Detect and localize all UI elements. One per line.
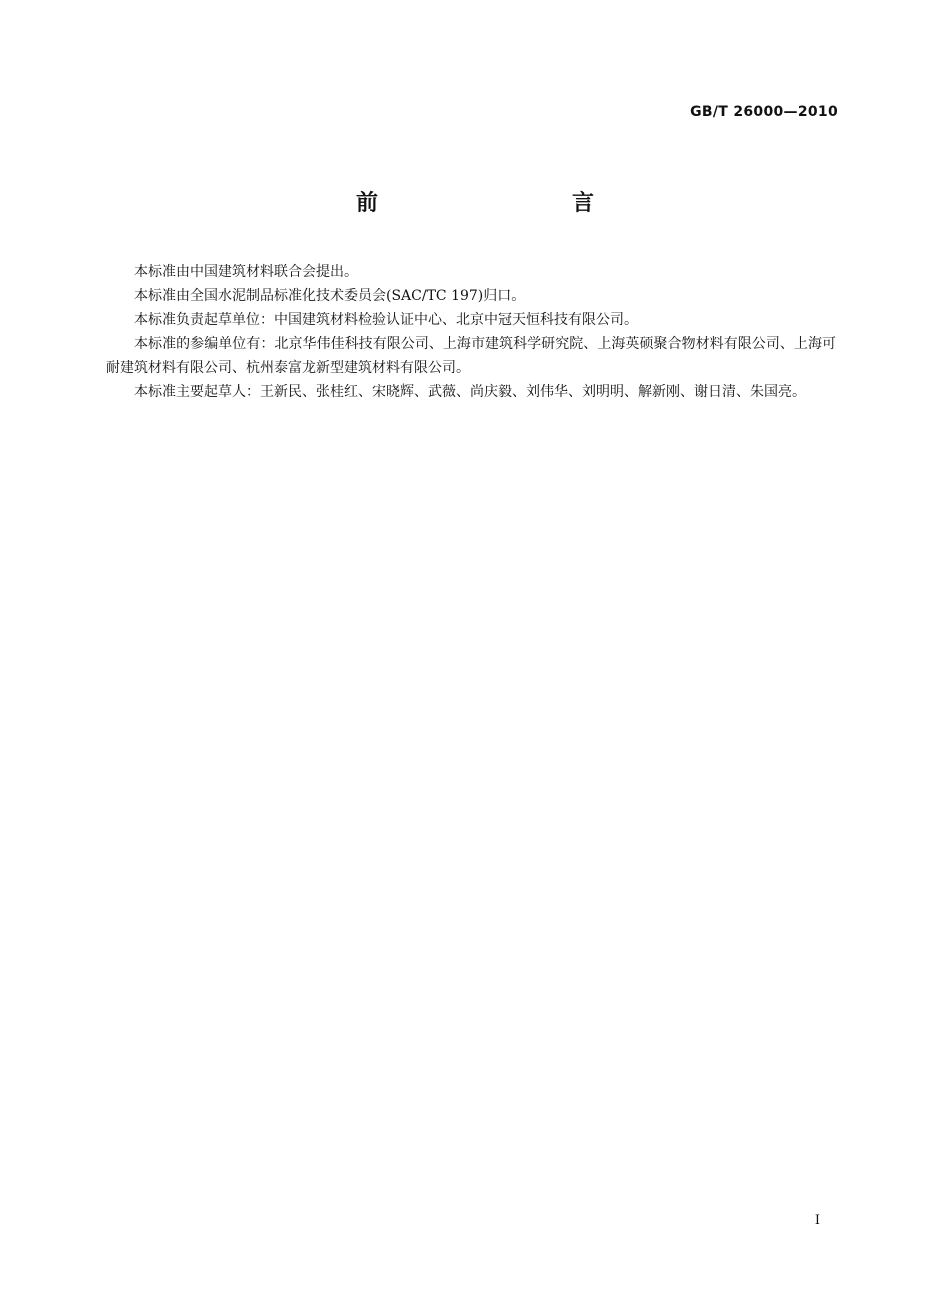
paragraph-drafting-unit: 本标准负责起草单位：中国建筑材料检验认证中心、北京中冠天恒科技有限公司。: [134, 312, 638, 328]
paragraph-drafters: 本标准主要起草人：王新民、张桂红、宋晓辉、武薇、尚庆毅、刘伟华、刘明明、解新刚、谢日清、朱国亮。: [134, 384, 806, 400]
page-number: I: [814, 1213, 820, 1228]
standard-code: GB/T 26000—2010: [690, 104, 838, 120]
paragraph-participating-units: 本标准的参编单位有：北京华伟佳科技有限公司、上海市建筑科学研究院、上海英硕聚合物材料有限公司、上海可耐建筑材料有限公司、杭州泰富龙新型建筑材料有限公司。: [106, 336, 836, 376]
paragraph-committee: 本标准由全国水泥制品标准化技术委员会(SAC/TC 197)归口。: [134, 288, 526, 304]
paragraph-proposer: 本标准由中国建筑材料联合会提出。: [134, 264, 358, 280]
preface-body: [106, 260, 836, 404]
page-title: 前 言: [355, 191, 644, 216]
